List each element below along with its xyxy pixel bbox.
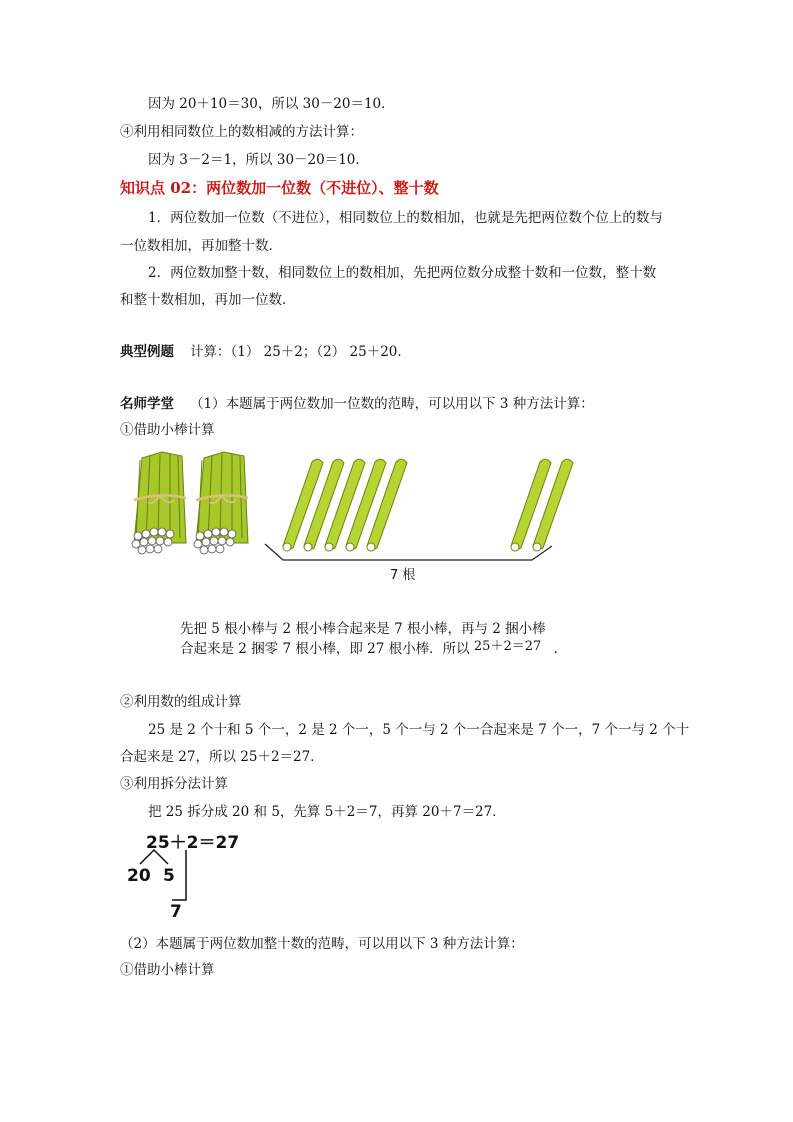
decomposition-result: 7 <box>170 902 182 922</box>
example-text: 计算：（1） 25＋2；（2） 25＋20． <box>190 344 411 360</box>
sticks-description-period: ． <box>553 641 568 657</box>
loose-sticks-2 <box>511 459 573 551</box>
text-line-3: 因为 3－2＝1，所以 30－20＝10． <box>148 152 369 168</box>
teacher-text: （1）本题属于两位数加一位数的范畴，可以用以下 3 种方法计算： <box>190 396 594 412</box>
text-line-1: 因为 20＋10＝30，所以 30－20＝10． <box>148 96 395 112</box>
paragraph-1b: 一位数相加，再加整十数． <box>120 238 282 254</box>
method-2-label: ②利用数的组成计算 <box>120 694 242 710</box>
part-2-method-1-label: ①借助小棒计算 <box>120 962 215 978</box>
sticks-description-2 <box>180 639 567 660</box>
method-3-label: ③利用拆分法计算 <box>120 776 228 792</box>
decomposition-right: 5 <box>163 866 175 886</box>
sticks-description-1: 先把 5 根小棒与 2 根小棒合起来是 7 根小棒，再与 2 捆小棒 <box>180 621 546 637</box>
decomposition-equation: 25＋2＝27 <box>146 833 240 853</box>
sticks-count-label: 7 根 <box>390 568 416 583</box>
sticks-description-2-text: 合起来是 2 捆零 7 根小棒，即 27 根小棒．所以 <box>180 641 470 657</box>
paragraph-2a: 2．两位数加整十数，相同数位上的数相加，先把两位数分成整十数和一位数，整十数 <box>148 265 657 281</box>
part-2-text: （2）本题属于两位数加整十数的范畴，可以用以下 3 种方法计算： <box>120 936 524 952</box>
stick-bundle-1 <box>132 452 186 554</box>
method-2-text-a: 25 是 2 个十和 5 个一，2 是 2 个一，5 个一与 2 个一合起来是 7 个一，7 个一与 2 个十 <box>148 722 690 738</box>
teacher-label: 名师学堂 <box>120 396 174 412</box>
text-line-method-4: ④利用相同数位上的数相减的方法计算： <box>120 124 363 140</box>
method-3-text: 把 25 拆分成 20 和 5，先算 5＋2＝7，再算 20＋7＝27． <box>148 804 506 820</box>
loose-sticks-5 <box>283 459 407 551</box>
example-label: 典型例题 <box>120 344 174 360</box>
decomposition-left: 20 <box>127 866 151 886</box>
sticks-description-equation: 25＋2＝27 <box>473 639 542 654</box>
paragraph-2b: 和整十数相加，再加一位数． <box>120 292 296 308</box>
method-2-text-b: 合起来是 27，所以 25＋2＝27． <box>120 749 324 765</box>
method-1-label: ①借助小棒计算 <box>120 422 215 438</box>
paragraph-1a: 1．两位数加一位数（不进位），相同数位上的数相加，也就是先把两位数个位上的数与 <box>148 210 663 226</box>
section-heading: 知识点 02：两位数加一位数（不进位）、整十数 <box>120 179 439 197</box>
stick-bundle-2 <box>194 452 248 554</box>
sticks-illustration <box>120 448 590 588</box>
